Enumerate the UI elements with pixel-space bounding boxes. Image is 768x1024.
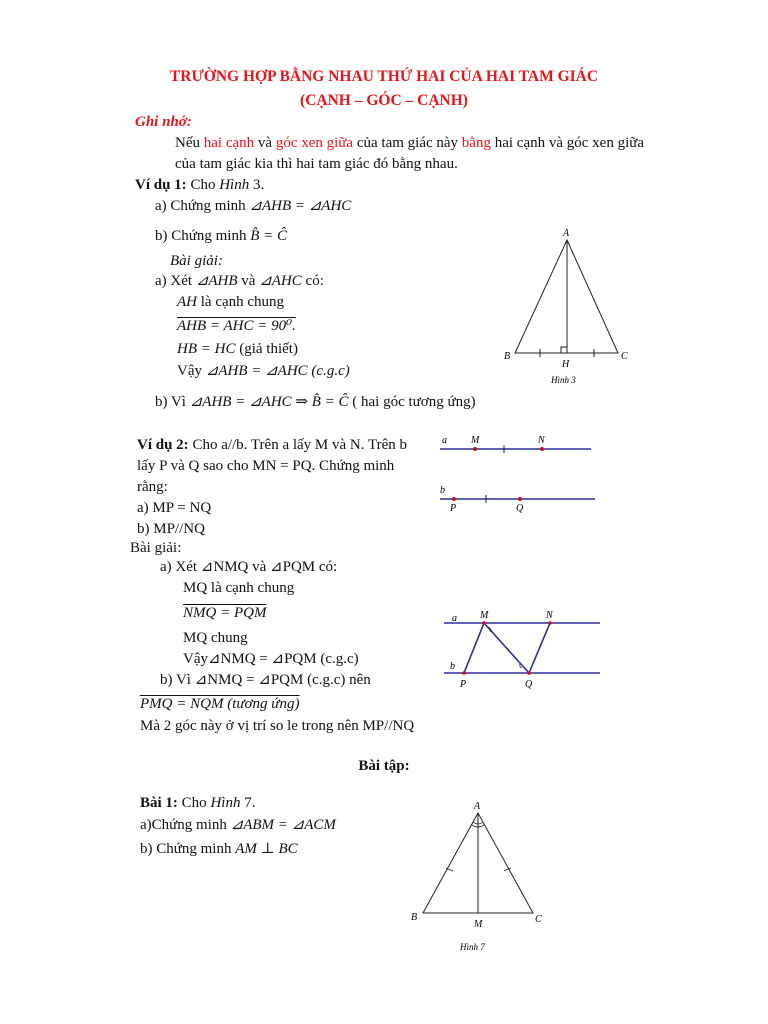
- solution-equal-segments: HB = HC (giả thiết): [177, 341, 298, 357]
- label-P-2: P: [460, 679, 467, 690]
- note-heading: Ghi nhớ:: [135, 114, 192, 130]
- example-2-sol-6: b) Vì ⊿NMQ = ⊿PQM (c.g.c) nên: [160, 672, 371, 688]
- example-2-sol-8: Mà 2 góc này ở vị trí so le trong nên MP//NQ: [140, 718, 415, 734]
- note-line-2: của tam giác kia thì hai tam giác đó bằng nhau.: [175, 156, 458, 172]
- example-2-line-1: Ví dụ 2: Cho a//b. Trên a lấy M và N. Trên b: [137, 437, 408, 453]
- label-N: N: [538, 435, 545, 446]
- solution-right-angles: AHB = AHC = 90⁰.: [177, 318, 296, 334]
- example-1-task-a: a) Chứng minh ⊿AHB = ⊿AHC: [155, 198, 352, 214]
- solution-1a-line: a) Xét ⊿AHB và ⊿AHC có:: [155, 273, 324, 289]
- exercise-1-heading: Bài 1: Cho Hình 7.: [140, 795, 256, 811]
- exercise-1-task-a: a)Chứng minh ⊿ABM = ⊿ACM: [140, 817, 336, 833]
- note-line-1: Nếu hai cạnh và góc xen giữa của tam giác này bằng hai cạnh và góc xen giữa: [175, 135, 645, 151]
- example-2-line-3: rằng:: [137, 479, 168, 495]
- label-P: P: [450, 503, 457, 514]
- label-A-7: A: [474, 801, 481, 812]
- solution-common-side: AH là cạnh chung: [177, 294, 285, 310]
- label-B-7: B: [411, 912, 418, 923]
- label-line-b: b: [440, 485, 445, 496]
- label-line-b-2: b: [450, 661, 455, 672]
- figure-3-caption: Hình 3: [551, 375, 576, 385]
- label-H: H: [562, 359, 570, 370]
- example-2-solution-heading: Bài giải:: [130, 540, 182, 556]
- example-2-line-2: lấy P và Q sao cho MN = PQ. Chứng minh: [137, 458, 395, 474]
- label-C: C: [621, 351, 628, 362]
- solution-conclusion: Vậy ⊿AHB = ⊿AHC (c.g.c): [177, 363, 350, 379]
- page-title: TRƯỜNG HỢP BẰNG NHAU THỨ HAI CỦA HAI TAM GIÁC: [169, 68, 599, 85]
- label-Q-2: Q: [525, 679, 533, 690]
- label-line-a-2: a: [452, 613, 457, 624]
- example-2-sol-7: PMQ = NQM (tương ứng): [140, 696, 300, 712]
- label-B: B: [504, 351, 511, 362]
- example-2-sol-5: Vậy⊿NMQ = ⊿PQM (c.g.c): [183, 651, 359, 667]
- label-N-2: N: [546, 610, 553, 621]
- figure-3-isosceles-triangle: [500, 225, 640, 390]
- exercises-heading: Bài tập:: [358, 758, 410, 774]
- example-2-sol-1: a) Xét ⊿NMQ và ⊿PQM có:: [160, 559, 338, 575]
- example-1-heading: Ví dụ 1: Cho Hình 3.: [135, 177, 265, 193]
- label-A: A: [563, 228, 570, 239]
- example-2-task-b: b) MP//NQ: [137, 521, 205, 537]
- figure-7-isosceles-triangle: [405, 798, 555, 958]
- label-C-7: C: [535, 914, 542, 925]
- label-M-2: M: [480, 610, 489, 621]
- figure-parallelogram: [440, 607, 605, 692]
- label-M: M: [471, 435, 480, 446]
- example-2-task-a: a) MP = NQ: [137, 500, 212, 516]
- solution-1b-line: b) Vì ⊿AHB = ⊿AHC ⇒ B̂ = Ĉ ( hai góc tương ứng): [155, 394, 476, 410]
- page-subtitle: (CẠNH – GÓC – CẠNH): [300, 92, 468, 109]
- example-2-sol-4: MQ chung: [183, 630, 248, 646]
- exercise-1-task-b: b) Chứng minh AM ⊥ BC: [140, 841, 298, 857]
- example-2-sol-3: NMQ = PQM: [183, 605, 267, 621]
- figure-7-caption: Hình 7: [460, 942, 485, 952]
- example-2-sol-2: MQ là cạnh chung: [183, 580, 295, 596]
- example-1-task-b: b) Chứng minh B̂ = Ĉ: [155, 228, 288, 244]
- label-M-7: M: [474, 919, 483, 930]
- figure-parallel-lines: [438, 433, 598, 515]
- label-Q: Q: [516, 503, 524, 514]
- label-line-a: a: [442, 435, 447, 446]
- example-1-solution-heading: Bài giải:: [170, 253, 223, 269]
